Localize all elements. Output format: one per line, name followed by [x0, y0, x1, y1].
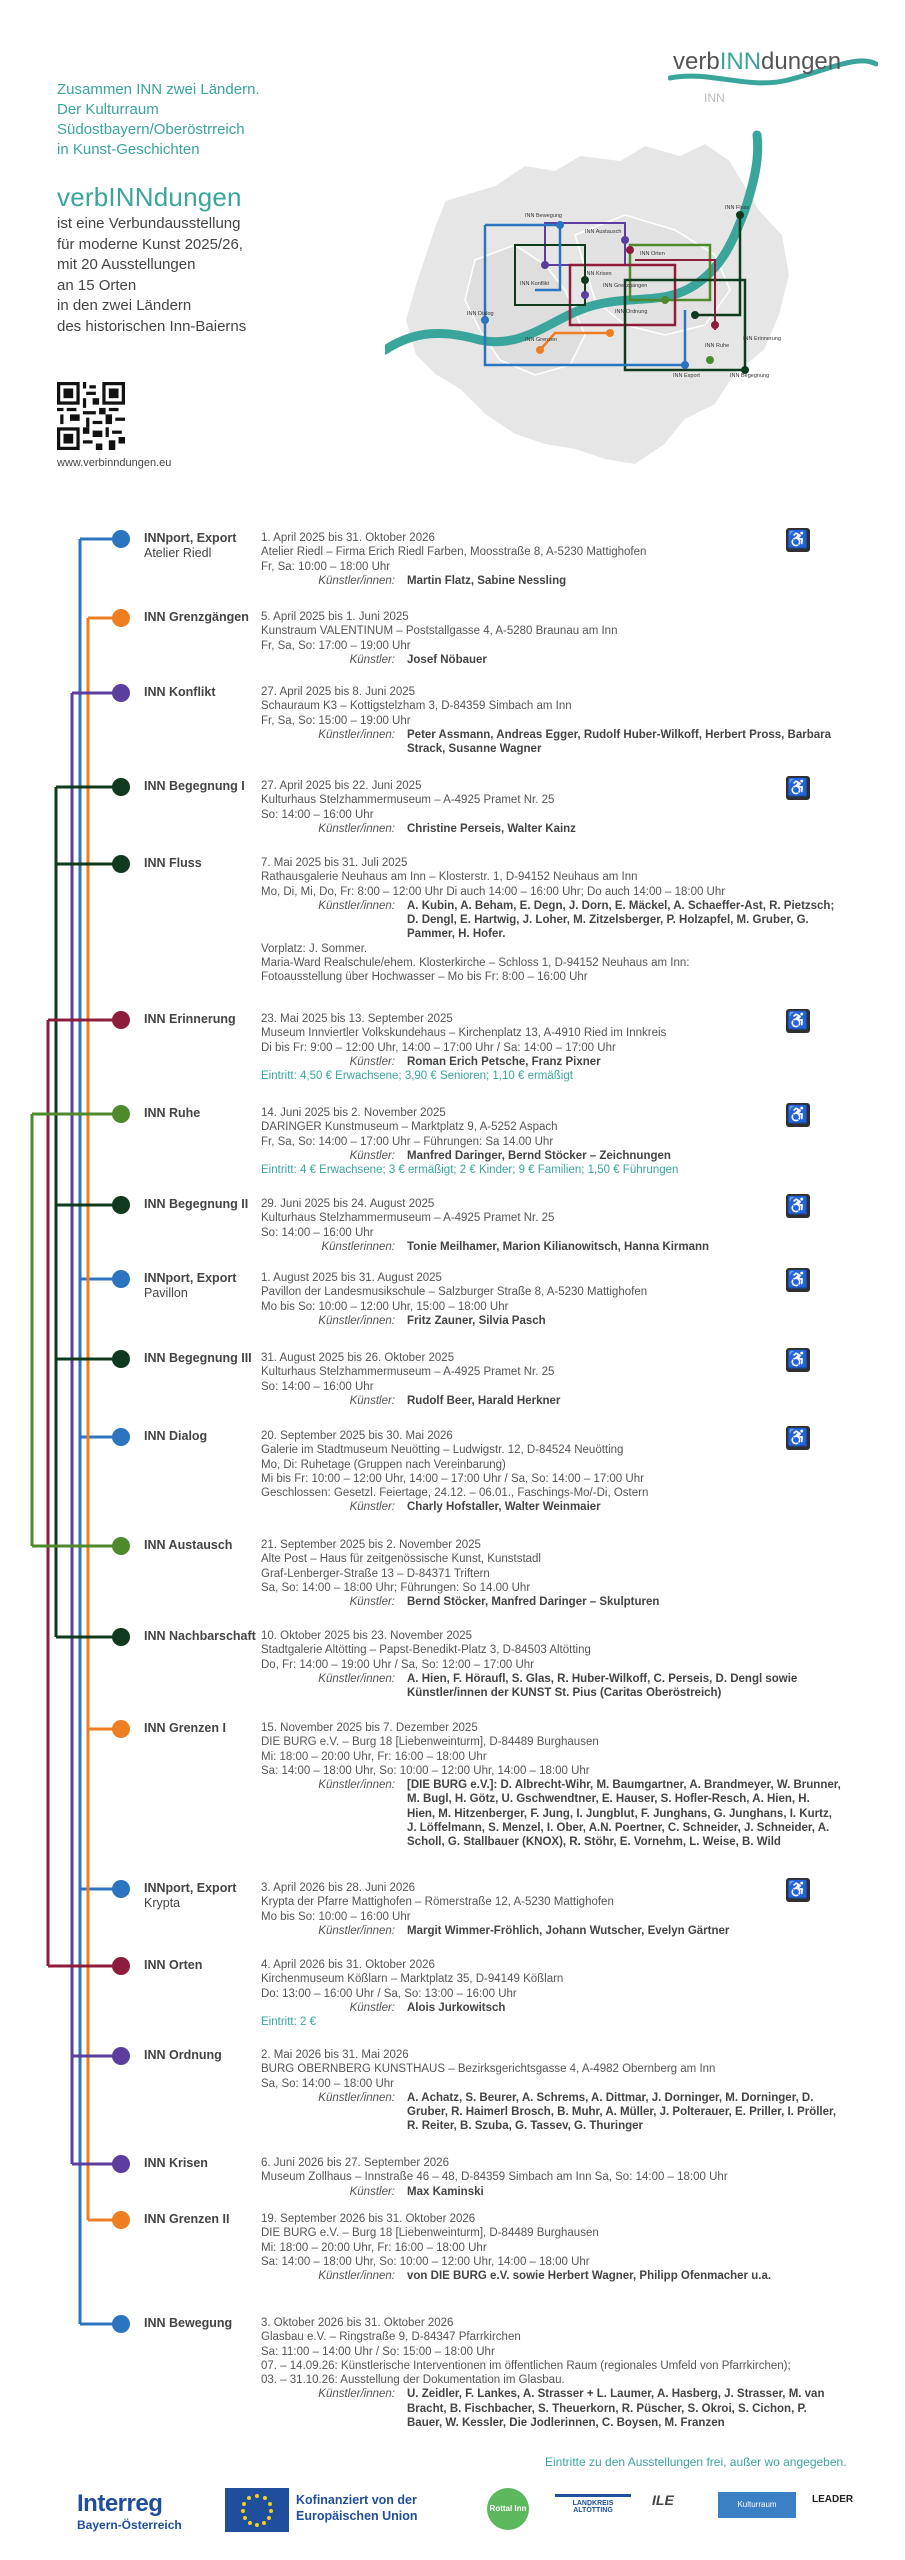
- location-dot: [112, 2211, 130, 2229]
- exhibition-name: INN Erinnerung: [144, 1012, 236, 1026]
- artists-label: Künstler/innen:: [318, 899, 395, 912]
- eu-cofinanced-text: Kofinanziert von der Europäischen Union: [296, 2493, 418, 2523]
- brand-title: verbINNdungen: [57, 182, 242, 212]
- wheelchair-icon: ♿: [786, 776, 810, 800]
- description-line: ist eine Verbundausstellung: [57, 215, 241, 232]
- exhibition-details: [261, 610, 841, 667]
- detail-line: Sa: 14:00 – 18:00 Uhr, So: 10:00 – 12:00 Uhr, 14:00 – 18:00 Uhr: [261, 1764, 590, 1777]
- artists-row: [261, 2387, 841, 2430]
- description: [57, 214, 357, 337]
- detail-line: Mi bis Fr: 10:00 – 12:00 Uhr, 14:00 – 17:00 Uhr / Sa, So: 14:00 – 17:00 Uhr: [261, 1472, 644, 1485]
- detail-line: Fr, Sa, So: 17:00 – 19:00 Uhr: [261, 639, 411, 652]
- artists-label: Künstler/innen:: [318, 574, 395, 587]
- artists-names: Charly Hofstaller, Walter Weinmaier: [407, 1501, 601, 1514]
- artists-row: [261, 1500, 841, 1514]
- detail-line: Di bis Fr: 9:00 – 12:00 Uhr, 14:00 – 17:00 Uhr / Sa: 14:00 – 17:00 Uhr: [261, 1041, 616, 1054]
- exhibition-details: [261, 1012, 841, 1083]
- landkreis-altoetting-logo: LANDKREIS ALTÖTTING: [555, 2494, 631, 2514]
- exhibition-name: INN Begegnung I: [144, 779, 245, 793]
- detail-line: DIE BURG e.V. – Burg 18 [Liebenweinturm], D-84489 Burghausen: [261, 1736, 599, 1749]
- artists-names: [DIE BURG e.V.]: D. Albrecht-Wihr, M. Baumgartner, A. Brandmeyer, W. Brunner, M. Bugl, H. Götz, U. Gschwendtner, E. Hauser, S. Hofler-Resch, A. Hien, H. Hien, M. Hitzenberger, F. Jung, I. Jungblut, F. Junghans, G. Junghans, I. Kurtz, J. Löffelmann, S. Menzel, I. Ober, A.N. Poertner, C. Schneider, J. Schneider, A. Scholl, G. Stallbauer (KNOX), R. Stöhr, E. Vornehm, L. Weise, B. Wild: [407, 1779, 841, 1849]
- exhibition-details: [261, 1958, 841, 2029]
- svg-text:INN Begegnung: INN Begegnung: [730, 373, 770, 379]
- artists-names: A. Achatz, S. Beurer, A. Schrems, A. Dittmar, J. Dorninger, M. Dorninger, D. Gruber, R. Haimerl Brosch, B. Muhr, A. Müller, J. Polterauer, E. Priller, I. Pröller, R. Reiter, B. Szuba, G. Tassev, G. Thuringer: [407, 2091, 837, 2133]
- artists-label: Künstler/innen:: [318, 1314, 395, 1327]
- wheelchair-icon: ♿: [786, 1103, 810, 1127]
- detail-line: BURG OBERNBERG KUNSTHAUS – Bezirksgerichtsgasse 4, A-4982 Obernberg am Inn: [261, 2063, 716, 2076]
- exhibition-name: INN Austausch: [144, 1538, 233, 1552]
- exhibition-name: INNport, Export Atelier Riedl: [144, 531, 259, 561]
- exhibition-subname: Atelier Riedl: [144, 546, 212, 560]
- region-map: [385, 115, 815, 485]
- artists-row: [261, 2185, 841, 2199]
- exhibition-name: INNport, Export Krypta: [144, 1881, 259, 1911]
- svg-text:INN Konflikt: INN Konflikt: [520, 281, 550, 287]
- svg-text:INN Grenzgängen: INN Grenzgängen: [603, 283, 648, 289]
- description-line: in den zwei Ländern: [57, 297, 192, 314]
- detail-line: 31. August 2025 bis 26. Oktober 2025: [261, 1352, 455, 1364]
- ile-logo: ILE: [652, 2492, 674, 2508]
- artists-names: Josef Nöbauer: [407, 653, 487, 666]
- detail-line: 27. April 2025 bis 22. Juni 2025: [261, 780, 422, 792]
- artists-row: [261, 1778, 841, 1849]
- exhibition-name: INN Konflikt: [144, 685, 216, 699]
- detail-line: Schauraum K3 – Kottigstelzham 3, D-84359 Simbach am Inn: [261, 700, 572, 713]
- location-dot: [112, 1196, 130, 1214]
- exhibition-details: [261, 856, 841, 985]
- location-dot: [112, 609, 130, 627]
- exhibition-name: INN Bewegung: [144, 2316, 233, 2330]
- artists-row: [261, 728, 841, 757]
- detail-line: 10. Oktober 2025 bis 23. November 2025: [261, 1630, 472, 1642]
- exhibition-details: [261, 2316, 841, 2430]
- eu-flag-icon: [225, 2488, 289, 2532]
- exhibition-name: INN Nachbarschaft: [144, 1629, 256, 1643]
- detail-line: 15. November 2025 bis 7. Dezember 2025: [261, 1722, 478, 1734]
- exhibition-details: [261, 685, 841, 756]
- location-dot: [112, 530, 130, 548]
- exhibition-name: INN Begegnung III: [144, 1351, 252, 1365]
- detail-line: Sa, So: 14:00 – 18:00 Uhr; Führungen: So 14.00 Uhr: [261, 1581, 531, 1594]
- artists-names: Roman Erich Petsche, Franz Pixner: [407, 1055, 601, 1068]
- admission-info: Eintritt: 2 €: [261, 2016, 316, 2029]
- artists-names: Christine Perseis, Walter Kainz: [407, 822, 576, 835]
- artists-names: Manfred Daringer, Bernd Stöcker – Zeichnungen: [407, 1149, 671, 1162]
- artists-names: Margit Wimmer-Fröhlich, Johann Wutscher, Evelyn Gärtner: [407, 1924, 730, 1937]
- artists-label: Künstler/innen:: [318, 2270, 395, 2283]
- detail-line: Kulturhaus Stelzhammermuseum – A-4925 Pramet Nr. 25: [261, 1212, 555, 1225]
- wheelchair-icon: ♿: [786, 1009, 810, 1033]
- location-dot: [112, 1105, 130, 1123]
- detail-line: 5. April 2025 bis 1. Juni 2025: [261, 611, 409, 623]
- detail-line: 19. September 2026 bis 31. Oktober 2026: [261, 2213, 476, 2225]
- wheelchair-icon: ♿: [786, 1878, 810, 1902]
- location-dot: [112, 2315, 130, 2333]
- location-dot: [112, 1270, 130, 1288]
- exhibition-details: [261, 2156, 841, 2199]
- artists-names: U. Zeidler, F. Lankes, A. Strasser + L. Laumer, A. Hasberg, J. Strasser, M. van Bracht, B. Fischbacher, S. Theuerkorn, R. Püscher, S. Okroi, S. Cichon, P. Bauer, W. Kessler, Die Jodlerinnen, C. Boysen, M. Franzen: [407, 2388, 825, 2430]
- artists-label: Künstler:: [349, 2001, 395, 2014]
- exhibition-name: INN Grenzen I: [144, 1721, 226, 1735]
- description-line: an 15 Orten: [57, 276, 137, 294]
- interreg-logo: Interreg Bayern-Österreich: [77, 2490, 182, 2532]
- wheelchair-icon: ♿: [786, 1348, 810, 1372]
- artists-names: A. Hien, F. Höraufl, S. Glas, R. Huber-Wilkoff, C. Perseis, D. Dengl sowie Künstler/innen der KUNST St. Pius (Caritas Oberöstreich): [407, 1672, 798, 1700]
- detail-line: Fr, Sa: 10:00 – 18:00 Uhr: [261, 560, 391, 573]
- artists-label: Künstler:: [349, 1055, 395, 1068]
- verbinndungen-logo: [668, 40, 878, 115]
- artists-row: [261, 1924, 841, 1938]
- detail-line: Galerie im Stadtmuseum Neuötting – Ludwigstr. 12, D-84524 Neuötting: [261, 1444, 624, 1457]
- artists-names: Fritz Zauner, Silvia Pasch: [407, 1314, 546, 1327]
- artists-row: [261, 2269, 841, 2283]
- artists-names: Peter Assmann, Andreas Egger, Rudolf Huber-Wilkoff, Herbert Pross, Barbara Strack, Susanne Wagner: [407, 728, 832, 756]
- detail-line: Stadtgalerie Altötting – Papst-Benedikt-Platz 3, D-84503 Altötting: [261, 1644, 591, 1657]
- svg-text:INN Grenzen: INN Grenzen: [525, 337, 558, 343]
- artists-label: Künstler:: [349, 1394, 395, 1407]
- svg-text:INN Orten: INN Orten: [640, 251, 665, 257]
- artists-label: Künstler/innen:: [318, 822, 395, 835]
- svg-text:INN Ruhe: INN Ruhe: [705, 343, 730, 349]
- artists-row: [261, 822, 841, 836]
- detail-line: 2. Mai 2026 bis 31. Mai 2026: [261, 2049, 409, 2061]
- exhibition-details: [261, 1721, 841, 1850]
- detail-line: Kulturhaus Stelzhammermuseum – A-4925 Pramet Nr. 25: [261, 1366, 555, 1379]
- exhibition-subname: Pavillon: [144, 1286, 188, 1300]
- exhibition-name: INN Begegnung II: [144, 1197, 249, 1211]
- detail-line: 7. Mai 2025 bis 31. Juli 2025: [261, 857, 408, 869]
- location-dot: [112, 855, 130, 873]
- artists-names: von DIE BURG e.V. sowie Herbert Wagner, Philipp Ofenmacher u.a.: [407, 2270, 772, 2283]
- leader-logo: LEADER: [812, 2494, 854, 2505]
- artists-row: [261, 1672, 841, 1701]
- detail-line: Glasbau e.V. – Ringstraße 9, D-84347 Pfarrkirchen: [261, 2331, 521, 2344]
- svg-text:INN Krisen: INN Krisen: [585, 271, 612, 277]
- detail-line: Fotoausstellung über Hochwasser – Mo bis Fr: 8:00 – 16:00 Uhr: [261, 971, 588, 984]
- logo-text: verbINNdungen: [673, 48, 842, 75]
- artists-label: Künstler:: [349, 2185, 395, 2198]
- artists-row: [261, 1314, 841, 1328]
- exhibition-details: [261, 1881, 841, 1938]
- detail-line: Mi: 18:00 – 20:00 Uhr, Fr: 16:00 – 18:00 Uhr: [261, 2241, 487, 2254]
- intro-text: [57, 80, 357, 160]
- artists-row: [261, 653, 841, 667]
- detail-line: So: 14:00 – 16:00 Uhr: [261, 1226, 374, 1239]
- detail-line: Geschlossen: Gesetzl. Feiertage, 24.12. – 06.01., Faschings-Mo/-Di, Ostern: [261, 1487, 649, 1500]
- detail-line: Kirchenmuseum Kößlarn – Marktplatz 35, D-94149 Kößlarn: [261, 1973, 564, 1986]
- detail-line: Maria-Ward Realschule/ehem. Klosterkirche – Schloss 1, D-94152 Neuhaus am Inn:: [261, 957, 690, 970]
- detail-line: 29. Juni 2025 bis 24. August 2025: [261, 1198, 435, 1210]
- admission-info: Eintritt: 4,50 € Erwachsene; 3,90 € Senioren; 1,10 € ermäßigt: [261, 1070, 573, 1083]
- location-dot: [112, 1350, 130, 1368]
- detail-line: Sa: 14:00 – 18:00 Uhr, So: 10:00 – 12:00 Uhr, 14:00 – 18:00 Uhr: [261, 2255, 590, 2268]
- detail-line: Sa: 11:00 – 14:00 Uhr / So: 15:00 – 18:00 Uhr: [261, 2345, 495, 2358]
- artists-label: Künstler/innen:: [318, 1672, 395, 1685]
- intro-line: Der Kulturraum: [57, 101, 159, 118]
- exhibition-name: INN Grenzen II: [144, 2212, 230, 2226]
- intro-line: Südostbayern/Oberöstrreich: [57, 121, 245, 138]
- wheelchair-icon: ♿: [786, 1194, 810, 1218]
- description-line: des historischen Inn-Baierns: [57, 317, 247, 335]
- detail-line: Graf-Lenberger-Straße 13 – D-84371 Triftern: [261, 1567, 490, 1580]
- detail-line: 6. Juni 2026 bis 27. September 2026: [261, 2157, 449, 2169]
- admission-info: Eintritt: 4 € Erwachsene; 3 € ermäßigt; 2 € Kinder; 9 € Familien; 1,50 € Führungen: [261, 1164, 679, 1177]
- exhibition-details: [261, 1538, 841, 1609]
- artists-label: Künstler/innen:: [318, 1924, 395, 1937]
- detail-line: Mo bis So: 10:00 – 12:00 Uhr, 15:00 – 18:00 Uhr: [261, 1300, 509, 1313]
- artists-label: Künstler:: [349, 1501, 395, 1514]
- artists-row: [261, 2091, 841, 2134]
- detail-line: Do: 13:00 – 16:00 Uhr / Sa, So: 13:00 – 16:00 Uhr: [261, 1987, 517, 2000]
- artists-label: Künstler:: [349, 1149, 395, 1162]
- artists-row: [261, 1394, 841, 1408]
- artists-label: Künstler/innen:: [318, 1779, 395, 1792]
- detail-line: Alte Post – Haus für zeitgenössische Kunst, Kunststadl: [261, 1553, 541, 1566]
- detail-line: So: 14:00 – 16:00 Uhr: [261, 1380, 374, 1393]
- exhibition-details: [261, 2048, 841, 2134]
- artists-row: [261, 2001, 841, 2015]
- detail-line: Mo, Di, Mi, Do, Fr: 8:00 – 12:00 Uhr Di auch 14:00 – 16:00 Uhr; Do auch 14:00 – 18:00 Uhr: [261, 885, 726, 898]
- detail-line: Museum Innviertler Volkskundehaus – Kirchenplatz 13, A-4910 Ried im Innkreis: [261, 1027, 667, 1040]
- exhibition-name: INN Orten: [144, 1958, 203, 1972]
- detail-line: Vorplatz: J. Sommer.: [261, 942, 368, 955]
- intro-line: in Kunst-Geschichten: [57, 141, 200, 158]
- detail-line: Mo bis So: 10:00 – 16:00 Uhr: [261, 1910, 411, 1923]
- exhibition-details: [261, 1271, 841, 1328]
- detail-line: Atelier Riedl – Firma Erich Riedl Farben, Moosstraße 8, A-5230 Mattighofen: [261, 546, 647, 559]
- artists-row: [261, 1055, 841, 1069]
- exhibition-subname: Krypta: [144, 1896, 181, 1910]
- detail-line: Pavillon der Landesmusikschule – Salzburger Straße 8, A-5230 Mattighofen: [261, 1286, 648, 1299]
- detail-line: 21. September 2025 bis 2. November 2025: [261, 1539, 481, 1551]
- svg-text:INN Dialog: INN Dialog: [467, 311, 494, 317]
- exhibition-details: [261, 1629, 841, 1700]
- exhibition-name: INNport, Export Pavillon: [144, 1271, 259, 1301]
- detail-line: Do, Fr: 14:00 – 19:00 Uhr / Sa, So: 12:00 – 17:00 Uhr: [261, 1658, 534, 1671]
- artists-names: Tonie Meilhamer, Marion Kilianowitsch, Hanna Kirmann: [407, 1240, 710, 1253]
- exhibition-name: INN Krisen: [144, 2156, 208, 2170]
- detail-line: Mo, Di: Ruhetage (Gruppen nach Vereinbarung): [261, 1458, 506, 1471]
- rottal-inn-logo: Rottal Inn: [487, 2488, 529, 2530]
- location-dot: [112, 1628, 130, 1646]
- detail-line: 3. Oktober 2026 bis 31. Oktober 2026: [261, 2317, 454, 2329]
- location-dot: [112, 2155, 130, 2173]
- location-dot: [112, 1957, 130, 1975]
- artists-row: [261, 1595, 841, 1609]
- artists-names: Alois Jurkowitsch: [407, 2001, 506, 2014]
- svg-text:INN Export: INN Export: [673, 373, 700, 379]
- artists-row: [261, 574, 841, 588]
- detail-line: 3. April 2026 bis 28. Juni 2026: [261, 1882, 416, 1894]
- exhibition-name: INN Grenzgängen: [144, 610, 249, 624]
- exhibition-details: [261, 779, 841, 836]
- artists-names: Bernd Stöcker, Manfred Daringer – Skulpturen: [407, 1596, 660, 1609]
- artists-label: Künstler/innen:: [318, 2091, 395, 2104]
- exhibition-details: [261, 1197, 841, 1254]
- kulturraum-logo: Kulturraum: [718, 2492, 796, 2518]
- svg-text:INN Fluss: INN Fluss: [725, 205, 750, 211]
- sponsor-logos: [0, 2478, 905, 2548]
- svg-text:INN: INN: [704, 91, 725, 105]
- location-dot: [112, 2047, 130, 2065]
- detail-line: So: 14:00 – 16:00 Uhr: [261, 808, 374, 821]
- detail-line: Fr, Sa, So: 15:00 – 19:00 Uhr: [261, 714, 411, 727]
- exhibition-name: INN Ruhe: [144, 1106, 201, 1120]
- svg-text:INN Erinnerung: INN Erinnerung: [743, 336, 781, 342]
- artists-label: Künstler:: [349, 653, 395, 666]
- location-dot: [112, 1720, 130, 1738]
- detail-line: 07. – 14.09.26: Künstlerische Interventionen im öffentlichen Raum (regionales Umfeld von Pfarrkirchen);: [261, 2359, 791, 2372]
- detail-line: Kulturhaus Stelzhammermuseum – A-4925 Pramet Nr. 25: [261, 794, 555, 807]
- detail-line: Rathausgalerie Neuhaus am Inn – Klosterstr. 1, D-94152 Neuhaus am Inn: [261, 871, 638, 884]
- location-dot: [112, 1537, 130, 1555]
- detail-line: Kunstraum VALENTINUM – Poststallgasse 4, A-5280 Braunau am Inn: [261, 625, 618, 638]
- artists-names: A. Kubin, A. Beham, E. Degn, J. Dorn, E. Mäckel, A. Schaeffer-Ast, R. Pietzsch; D. Dengl, E. Hartwig, J. Loher, M. Zitzelsberger, P. Holzapfel, M. Gruber, G. Pammer, H. Hofer.: [407, 899, 835, 941]
- detail-line: Mi: 18:00 – 20:00 Uhr, Fr: 16:00 – 18:00 Uhr: [261, 1750, 487, 1763]
- location-dot: [112, 684, 130, 702]
- artists-names: Martin Flatz, Sabine Nessling: [407, 574, 567, 587]
- detail-line: Sa, So: 14:00 – 18:00 Uhr: [261, 2077, 394, 2090]
- wheelchair-icon: ♿: [786, 1426, 810, 1450]
- location-dot: [112, 1428, 130, 1446]
- detail-line: 1. August 2025 bis 31. August 2025: [261, 1272, 442, 1284]
- detail-line: 4. April 2026 bis 31. Oktober 2026: [261, 1959, 435, 1971]
- detail-line: Krypta der Pfarre Mattighofen – Römerstraße 12, A-5230 Mattighofen: [261, 1896, 614, 1909]
- exhibition-name: INN Dialog: [144, 1429, 208, 1443]
- detail-line: 14. Juni 2025 bis 2. November 2025: [261, 1107, 446, 1119]
- detail-line: 1. April 2025 bis 31. Oktober 2026: [261, 532, 435, 544]
- footer-note: Eintritte zu den Ausstellungen frei, außer wo angegeben.: [545, 2455, 847, 2469]
- artists-label: Künstler:: [349, 1596, 395, 1609]
- artists-row: [261, 899, 841, 942]
- svg-text:INN Ordnung: INN Ordnung: [615, 309, 648, 315]
- exhibition-name: INN Ordnung: [144, 2048, 222, 2062]
- artists-names: Rudolf Beer, Harald Herkner: [407, 1394, 561, 1407]
- location-dot: [112, 1011, 130, 1029]
- detail-line: DARINGER Kunstmuseum – Marktplatz 9, A-5252 Aspach: [261, 1121, 558, 1134]
- exhibition-details: [261, 1429, 841, 1515]
- wheelchair-icon: ♿: [786, 528, 810, 552]
- location-dot: [112, 1880, 130, 1898]
- detail-line: 03. – 31.10.26: Ausstellung der Dokumentation im Glasbau.: [261, 2374, 565, 2387]
- description-line: mit 20 Ausstellungen: [57, 256, 196, 273]
- exhibition-details: [261, 531, 841, 588]
- exhibition-details: [261, 2212, 841, 2283]
- artists-label: Künstlerinnen:: [321, 1240, 395, 1253]
- detail-line: 23. Mai 2025 bis 13. September 2025: [261, 1013, 453, 1025]
- detail-line: Fr, Sa, So: 14:00 – 17:00 Uhr – Führungen: Sa 14.00 Uhr: [261, 1135, 554, 1148]
- detail-line: 20. September 2025 bis 30. Mai 2026: [261, 1430, 453, 1442]
- description-line: für moderne Kunst 2025/26,: [57, 235, 243, 253]
- artists-label: Künstler/innen:: [318, 728, 395, 741]
- artists-names: Max Kaminski: [407, 2185, 484, 2198]
- intro-line: Zusammen INN zwei Ländern.: [57, 81, 260, 98]
- svg-text:INN Austausch: INN Austausch: [585, 229, 622, 235]
- artists-row: [261, 1149, 841, 1163]
- artists-row: [261, 1240, 841, 1254]
- detail-line: DIE BURG e.V. – Burg 18 [Liebenweinturm], D-84489 Burghausen: [261, 2227, 599, 2240]
- detail-line: Museum Zollhaus – Innstraße 46 – 48, D-84359 Simbach am Inn Sa, So: 14:00 – 18:00 Uhr: [261, 2171, 728, 2184]
- wheelchair-icon: ♿: [786, 1268, 810, 1292]
- qr-code[interactable]: [57, 382, 125, 450]
- location-dot: [112, 778, 130, 796]
- website-url[interactable]: www.verbinndungen.eu: [57, 457, 172, 469]
- exhibition-name: INN Fluss: [144, 856, 202, 870]
- svg-text:INN Bewegung: INN Bewegung: [525, 213, 562, 219]
- artists-label: Künstler/innen:: [318, 2388, 395, 2401]
- exhibition-details: [261, 1351, 841, 1408]
- exhibition-details: [261, 1106, 841, 1177]
- detail-line: 27. April 2025 bis 8. Juni 2025: [261, 686, 416, 698]
